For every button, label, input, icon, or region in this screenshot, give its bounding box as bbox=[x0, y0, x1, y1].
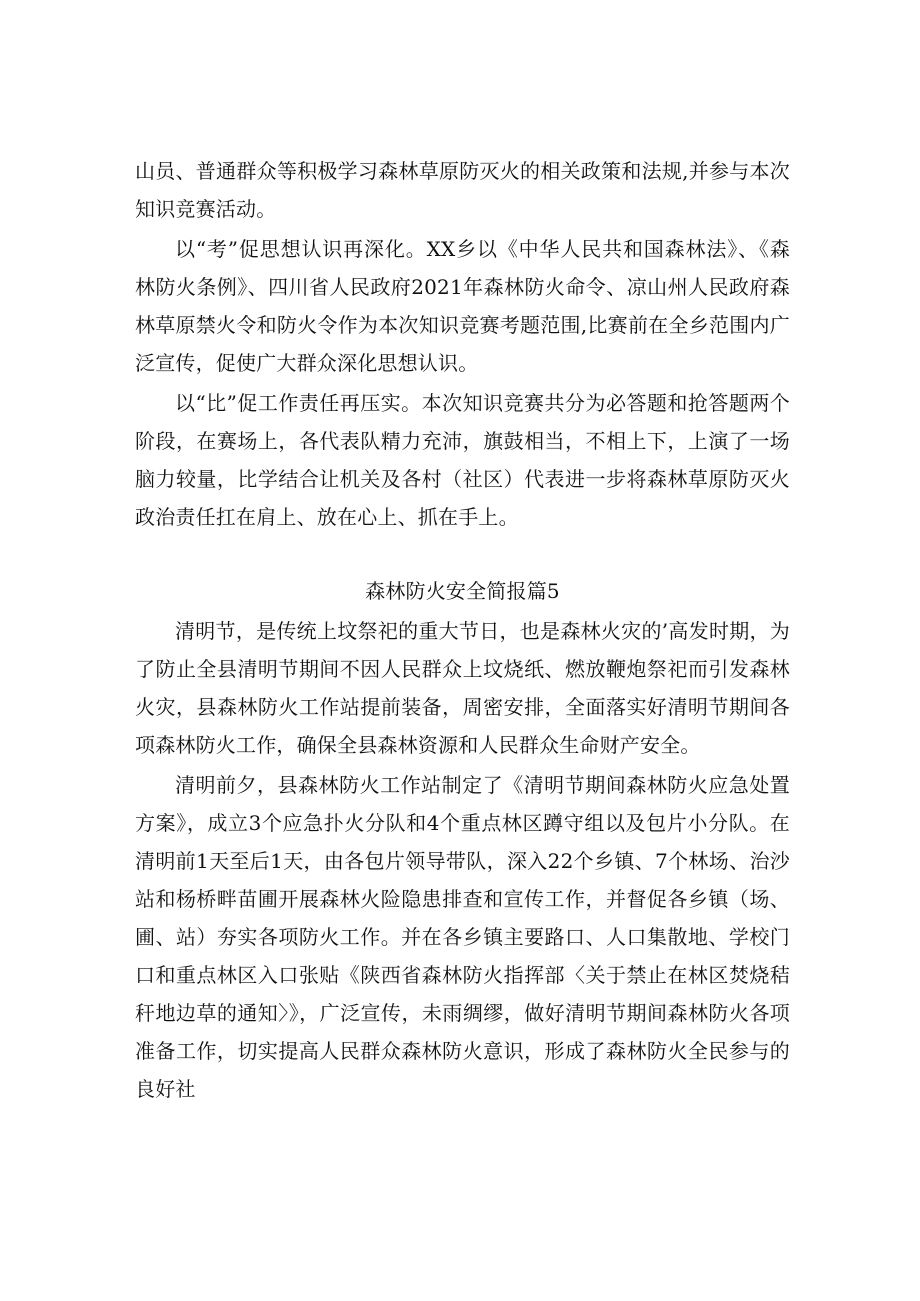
document-body bbox=[135, 152, 790, 1110]
paragraph-continued: 山员、普通群众等积极学习森林草原防灭火的相关政策和法规,并参与本次知识竞赛活动。 bbox=[135, 159, 790, 221]
section-title: 森林防火安全简报篇5 bbox=[365, 579, 560, 603]
paragraph-kao: 以“考”促思想认识再深化。XX乡以《中华人民共和国森林法》、《森林防火条例》、四川省人民政府2021年森林防火命令、凉山州人民政府森林草原禁火令和防火令作为本次知识竞赛考题范围,比赛前在全乡范围内广泛宣传，促使广大群众深化思想认识。 bbox=[135, 237, 790, 375]
paragraph-qingming-eve: 清明前夕，县森林防火工作站制定了《清明节期间森林防火应急处置方案》，成立3个应急扑火分队和4个重点林区蹲守组以及包片小分队。在清明前1天至后1天，由各包片领导带队，深入22个乡镇、7个林场、治沙站和杨桥畔苗圃开展森林火险隐患排查和宣传工作，并督促各乡镇（场、圃、站）夯实各项防火工作。并在各乡镇主要路口、人口集散地、学校门口和重点林区入口张贴《陕西省森林防火指挥部〈关于禁止在林区焚烧秸秆地边草的通知〉》，广泛宣传，未雨绸缪，做好清明节期间森林防火各项准备工作，切实提高人民群众森林防火意识，形成了森林防火全民参与的良好社 bbox=[135, 773, 790, 1101]
paragraph-qingming: 清明节，是传统上坟祭祀的重大节日，也是森林火灾的’高发时期，为了防止全县清明节期间不因人民群众上坟烧纸、燃放鞭炮祭祀而引发森林火灾，县森林防火工作站提前装备，周密安排，全面落实好清明节期间各项森林防火工作，确保全县森林资源和人民群众生命财产安全。 bbox=[135, 619, 790, 757]
section-gap bbox=[135, 538, 790, 572]
paragraph-bi: 以“比”促工作责任再压实。本次知识竞赛共分为必答题和抢答题两个阶段，在赛场上，各代表队精力充沛，旗鼓相当，不相上下，上演了一场脑力较量，比学结合让机关及各村（社区）代表进一步将森林草原防灭火政治责任扛在肩上、放在心上、抓在手上。 bbox=[135, 391, 790, 529]
